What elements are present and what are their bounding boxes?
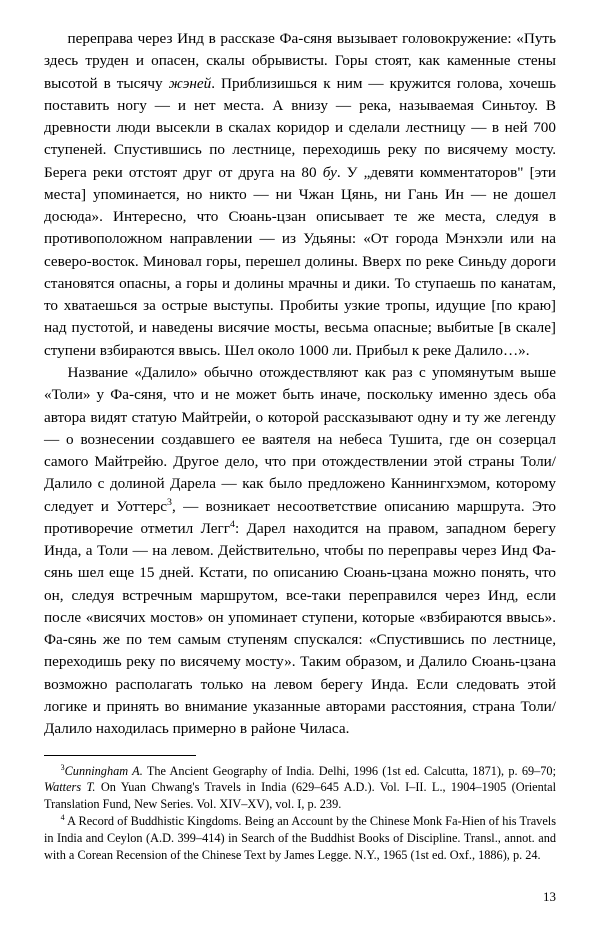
footnote-4: $^4$ A Record of Buddhistic Kingdoms. Being an Account by the Chinese Monk Fa-Hien of his Travels in India and Ceylon (A.D. 399–414) in Search of the Buddhist Books of Discipline. Transl., annot. and with a Corean Recension of the Chinese Text by James Legge. N.Y., 1965 (1st ed. Oxf., 1886), p. 24. (44, 813, 556, 863)
page-number: 13 (543, 889, 556, 904)
footnotes-block (44, 763, 556, 864)
body-text-block (44, 28, 556, 741)
paragraph-1: переправа через Инд в рассказе Фа-сяня вызывает головокружение: «Путь здесь труден и опасен, скалы обрывисты. Горы стоят, как каменные стены высотой в тысячу жэней. Приблизишься к ним — кружится голова, хочешь поставить ногу — и нет места. А внизу — река, называемая Синьтоу. В древности люди высекли в скалах коридор и сделали лестницу — в ней 700 ступеней. Спустившись по лестнице, переходишь реку по висячему мосту. Берега реки отстоят друг от друга на 80 бу. У „девяти комментаторов" [эти места] упоминается, но никто — ни Чжан Цянь, ни Гань Ин — не дошел досюда». Интересно, что Сюань-цзан описывает те же места, следуя в противоположном направлении — из Удьяны: «От города Мэнхэли или на северо-восток. Миновал горы, перешел долины. Вверх по реке Синьду дороги становятся опасны, а горы и долины мрачны и дики. То ступаешь по канатам, то хватаешься за острые выступы. Пробиты узкие тропы, идущие [по краю] над пустотой, и наведены висячие мосты, весьма опасные; выбитые [в скале] ступени взбираются ввысь. Шел около 1000 ли. Прибыл к реке Далило…». (44, 30, 556, 359)
paragraph-2: Название «Далило» обычно отождествляют как раз с упомянутым выше «Толи» у Фа-сяня, что и не может быть иначе, поскольку именно здесь оба автора видят статую Майтрейи, о которой рассказывают одну и ту же легенду — о вознесении создавшего ее ваятеля на небеса Тушита, где он созерцал самого Майтрейю. Другое дело, что при отождествлении этой страны Толи/Далило с долиной Дарела — как было предложено Каннингхэмом, которому следует и Уоттерс$^3$, — возникает несоответствие описанию маршрута. Это противоречие отметил Легг$^4$: Дарел находится на правом, западном берегу Инда, а Толи — на левом. Действительно, чтобы по переправы через Инд Фа-сянь шел еще 15 дней. Кстати, по описанию Сюань-цзана можно понять, что он, следуя встречным маршрутом, все-таки переправился через Инд, если после «висячих мостов» он упоминает ступени, которые «взбираются ввысь». Фа-сянь же по тем самым ступеням спускался: «Спустившись по лестнице, переходишь реку по висячему мосту». Таким образом, и Далило Сюань-цзана возможно располагать только на левом берегу Инда. Если следовать этой логике и принять во внимание указанные авторами расстояния, страна Толи/Далило находилась примерно в районе Чиласа. (44, 363, 556, 738)
footnote-separator (44, 755, 196, 756)
footnote-3: $^3$Cunningham A. The Ancient Geography of India. Delhi, 1996 (1st ed. Calcutta, 1871), p. 69–70; Watters T. On Yuan Chwang's Travels in India (629–645 A.D.). Vol. I–II. L., 1904–1905 (Oriental Translation Fund, New Series. Vol. XIV–XV), vol. I, p. 239. (44, 762, 557, 812)
